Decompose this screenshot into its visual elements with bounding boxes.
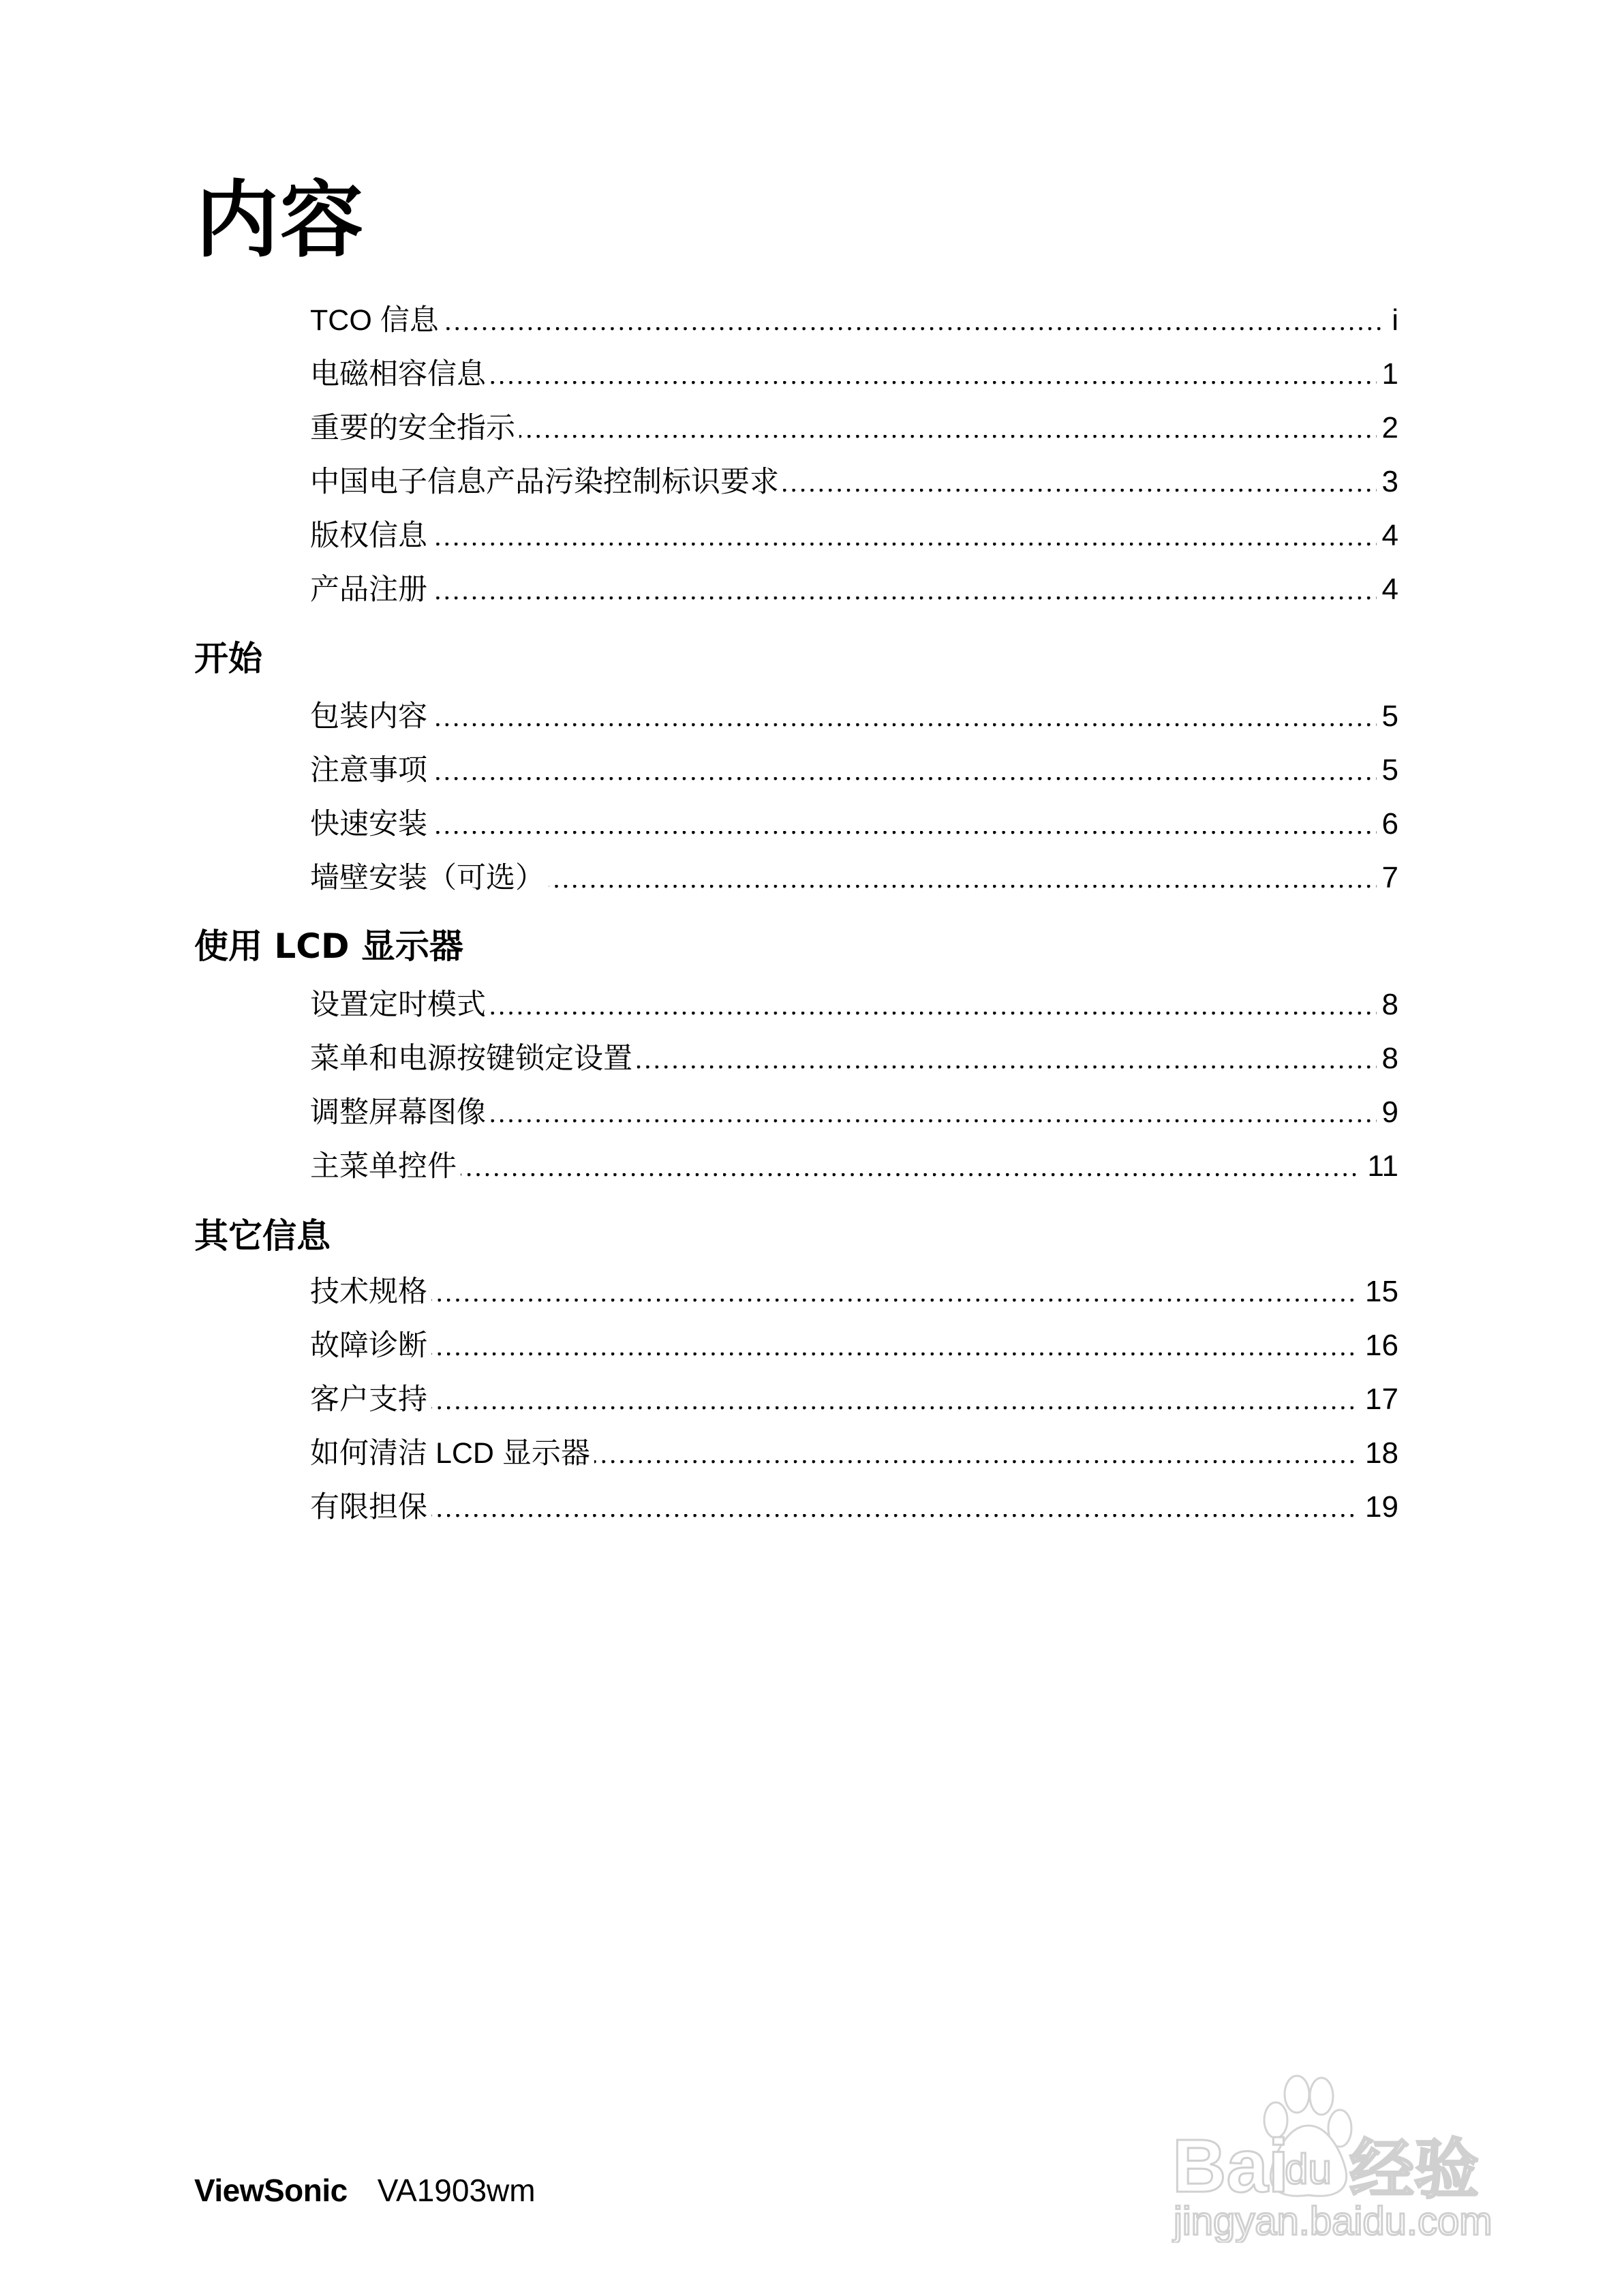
toc-entry-page: 4: [1381, 573, 1398, 606]
svg-text:经验: 经验: [1349, 2134, 1480, 2206]
dot-leader: [443, 326, 1387, 331]
toc-entry-label: 如何清洁 LCD 显示器: [310, 1437, 590, 1470]
toc-entry-page: 8: [1381, 1042, 1398, 1075]
section-heading-using-lcd: 使用 LCD 显示器: [194, 926, 463, 966]
toc-entry-label: 重要的安全指示: [310, 412, 515, 444]
toc-entry-safety[interactable]: [310, 409, 1398, 443]
dot-leader: [431, 1513, 1360, 1518]
toc-entry-page: 5: [1381, 699, 1398, 733]
toc-entry-label: 菜单和电源按键锁定设置: [310, 1042, 632, 1075]
toc-entry-page: 8: [1381, 988, 1398, 1021]
toc-entry-pollution-control[interactable]: [310, 463, 1398, 497]
toc-entry-label: 主菜单控件: [310, 1150, 457, 1183]
toc-entry-quick-installation[interactable]: [310, 805, 1398, 839]
footer-model: VA1903wm: [377, 2173, 536, 2208]
toc-entry-wall-mounting[interactable]: [310, 859, 1398, 893]
dot-leader: [431, 595, 1377, 601]
toc-entry-page: 1: [1381, 357, 1398, 391]
toc-entry-label: 中国电子信息产品污染控制标识要求: [310, 466, 779, 498]
toc-entry-specifications[interactable]: [310, 1273, 1398, 1307]
toc-entry-label: 客户支持: [310, 1383, 427, 1416]
toc-entry-cleaning-lcd[interactable]: [310, 1434, 1398, 1468]
toc-entry-page: 19: [1365, 1490, 1398, 1524]
dot-leader: [431, 1405, 1360, 1410]
toc-entry-label: 版权信息: [310, 519, 427, 552]
dot-leader: [490, 1010, 1377, 1016]
toc-entry-package-contents[interactable]: [310, 697, 1398, 731]
dot-leader: [490, 1118, 1377, 1123]
dot-leader: [431, 1297, 1360, 1303]
toc-entry-tco[interactable]: [310, 301, 1398, 335]
toc-entry-timing-mode[interactable]: [310, 986, 1398, 1020]
toc-entry-label: 故障诊断: [310, 1329, 427, 1362]
svg-text:Bai: Bai: [1172, 2124, 1289, 2208]
toc-entry-label: 快速安装: [310, 808, 427, 841]
toc-entry-label: 墙壁安装（可选）: [310, 862, 545, 894]
toc-entry-page: 11: [1367, 1149, 1398, 1183]
toc-entry-adjust-image[interactable]: [310, 1093, 1398, 1128]
toc-entry-customer-support[interactable]: [310, 1380, 1398, 1415]
dot-leader: [431, 1351, 1360, 1357]
toc-entry-page: 18: [1365, 1436, 1398, 1470]
dot-leader: [519, 434, 1377, 439]
toc-entry-precautions[interactable]: [310, 751, 1398, 785]
toc-entry-page: 9: [1381, 1096, 1398, 1129]
toc-entry-limited-warranty[interactable]: [310, 1488, 1398, 1522]
toc-entry-page: 6: [1381, 807, 1398, 841]
toc-entry-label: 电磁相容信息: [310, 358, 486, 391]
dot-leader: [431, 722, 1377, 727]
toc-entry-label: 设置定时模式: [310, 988, 486, 1021]
toc-entry-label: 产品注册: [310, 573, 427, 606]
dot-leader: [431, 541, 1377, 547]
dot-leader: [490, 380, 1377, 385]
svg-text:jingyan.baidu.com: jingyan.baidu.com: [1174, 2199, 1493, 2243]
dot-leader: [461, 1172, 1362, 1177]
toc-entry-page: 16: [1365, 1329, 1398, 1362]
section-heading-other-information: 其它信息: [194, 1216, 331, 1256]
page-footer: [194, 2175, 536, 2206]
toc-entry-label: 调整屏幕图像: [310, 1096, 486, 1129]
toc-entry-page: 15: [1365, 1275, 1398, 1308]
baidu-paw-icon: [1152, 2052, 1533, 2243]
toc-entry-label: 注意事项: [310, 754, 427, 787]
page-title: 内容: [196, 172, 365, 269]
toc-entry-page: 2: [1381, 411, 1398, 444]
toc-entry-emc[interactable]: [310, 355, 1398, 389]
dot-leader: [549, 883, 1377, 889]
dot-leader: [783, 487, 1377, 493]
toc-entry-label: 技术规格: [310, 1275, 427, 1308]
section-heading-getting-started: 开始: [194, 639, 262, 678]
toc-entry-page: 7: [1381, 861, 1398, 894]
baidu-jingyan-watermark: [1152, 2052, 1533, 2243]
toc-entry-label: TCO 信息: [310, 304, 439, 337]
toc-entry-copyright[interactable]: [310, 517, 1398, 551]
toc-entry-page: 4: [1381, 519, 1398, 552]
toc-entry-page: i: [1392, 303, 1398, 337]
toc-entry-page: 17: [1365, 1383, 1398, 1416]
toc-entry-osd-power-lock[interactable]: [310, 1040, 1398, 1074]
dot-leader: [431, 776, 1377, 781]
toc-entry-label: 有限担保: [310, 1491, 427, 1524]
toc-entry-label: 包装内容: [310, 700, 427, 733]
dot-leader: [594, 1459, 1360, 1464]
toc-entry-troubleshooting[interactable]: [310, 1327, 1398, 1361]
toc-entry-page: 3: [1381, 465, 1398, 498]
toc-entry-main-menu-controls[interactable]: [310, 1147, 1398, 1181]
dot-leader: [637, 1064, 1377, 1070]
toc-entry-page: 5: [1381, 753, 1398, 787]
footer-brand: ViewSonic: [194, 2173, 348, 2208]
dot-leader: [431, 830, 1377, 835]
toc-entry-registration[interactable]: [310, 571, 1398, 605]
svg-text:du: du: [1285, 2146, 1332, 2193]
